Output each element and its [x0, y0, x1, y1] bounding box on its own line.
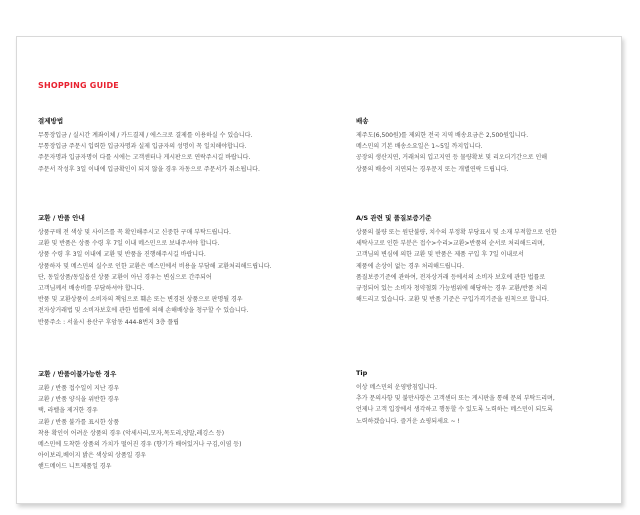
section-line: 상품의 불량 또는 원단불량, 치수의 부정확 부당표시 및 소재 부적합으로 인한	[356, 229, 557, 236]
section-as-quality	[356, 213, 636, 305]
section-line: 단, 동일상품/동일옵션 상품 교환이 아닌 경우는 변심으로 간주되어	[38, 273, 212, 281]
section-line: 제주도(6,500원)를 제외한 전국 지역 배송요금은 2,500원입니다.	[356, 132, 529, 139]
section-line: 언제나 고객 입장에서 생각하고 행동할 수 있도록 노력하는 메스민이 되도록	[356, 406, 553, 414]
page-title: SHOPPING GUIDE	[38, 81, 119, 90]
section-line: 교환 / 반품 불가를 표시한 상품	[38, 418, 120, 426]
section-line: 교환 / 반품 접수일이 지난 경우	[38, 385, 120, 392]
section-line: 공장의 생산지연, 거래처의 입고지연 등 물량확보 및 리오더기간으로 인해	[356, 154, 548, 162]
section-line: 이상 메스민의 운영방침입니다.	[356, 384, 438, 391]
section-line: 상품구매 전 색상 및 사이즈를 꼭 확인해주시고 신중한 구매 부탁드립니다.	[38, 229, 231, 236]
section-line: 추가 문의사항 및 불만사항은 고객센터 또는 게시판을 통해 문의 부탁드리며,	[356, 395, 555, 403]
section-line: 메스민에 도착한 상품의 가치가 떨어진 경우 (향기가 배어있거나 구김,이염 등)	[38, 441, 242, 449]
section-title: A/S 관련 및 품질보증기준	[356, 214, 432, 222]
section-line: 고객님의 변심에 의한 교환 및 반품은 제품 구입 후 7일 이내로서	[356, 251, 524, 259]
section-line: 전자상거래법 및 소비자보호에 관한 법률에 의해 손해배상을 청구할 수 있습니다.	[38, 307, 249, 315]
section-line: 택, 라벨을 제거한 경우	[38, 407, 98, 415]
section-line: 착용 확인이 어려운 상품의 경우 (악세사리,모자,목도리,양말,레깅스 등)	[38, 429, 225, 437]
section-line: 품질보증기준에 관하여, 전자상거래 등에서의 소비자 보호에 관한 법률로	[356, 273, 546, 281]
section-title: Tip	[356, 369, 368, 377]
section-line: 반품 및 교환상품이 소비자의 책임으로 훼손 또는 변경된 상품으로 판명될 경우	[38, 296, 243, 304]
section-line: 규정되어 있는 소비자 청약철회 가능범위에 해당하는 경우 교환/반품 처리	[356, 285, 548, 293]
section-line: 무통장입금 주문시 입력한 입금자명과 실제 입금자의 성명이 꼭 일치해야합니다.	[38, 143, 247, 151]
section-title: 교환 / 반품이불가능한 경우	[38, 370, 117, 378]
section-non-returnable	[38, 369, 318, 473]
section-line: 교환 및 반품은 상품 수령 후 7일 이내 메스민으로 보내주셔야 합니다.	[38, 240, 220, 248]
section-title: 결제방법	[38, 117, 64, 125]
section-payment	[38, 116, 318, 175]
section-line: 무통장입금 / 실시간 계좌이체 / 카드결제 / 에스크로 결제를 이용하실 수 있습니다.	[38, 132, 253, 139]
section-title: 교환 / 반품 안내	[38, 214, 85, 222]
section-line: 노력하겠습니다. 즐거운 쇼핑되세요 ~ !	[356, 417, 460, 425]
section-line: 상품하자 및 메스민의 실수로 인한 교환은 메스민에서 비용을 부담해 교환처리해드립니다.	[38, 262, 272, 270]
section-exchange-return	[38, 213, 318, 328]
section-line: 메스민의 기본 배송소요일은 1~5일 까지입니다.	[356, 143, 483, 151]
section-line: 상품의 배송이 지연되는 경우문지 또는 개별연락 드립니다.	[356, 165, 509, 173]
section-line: 상품 수령 후 3일 이내에 교환 및 반품을 진행해주시길 바랍니다.	[38, 251, 206, 259]
section-title: 배송	[356, 117, 369, 125]
section-line: 고객님께서 배송비를 부담하셔야 합니다.	[38, 285, 145, 293]
section-line: 세탁사고로 인한 부분은 접수>수리>교환>반품의 순서로 처리해드리며,	[356, 240, 545, 248]
section-tip	[356, 369, 636, 427]
section-line: 제품에 손상이 없는 경우 처리해드립니다.	[356, 262, 465, 270]
section-line: 아이보리,베이지 밝은 색상의 상품일 경우	[38, 452, 147, 460]
section-line: 교환 / 반품 양식을 위반한 경우	[38, 396, 120, 404]
section-line: 해드리고 있습니다. 교환 및 반품 기준은 구입가격기준을 원칙으로 합니다.	[356, 296, 549, 304]
section-line: 반품주소 : 서울시 용산구 후암동 444-8번지 3층 플립	[38, 318, 179, 326]
section-shipping	[356, 116, 636, 175]
section-line: 핸드메이드 니트제품일 경우	[38, 463, 112, 471]
section-line: 주문자명과 입금자명이 다를 시에는 고객센터나 게시판으로 연락주시길 바랍니다.	[38, 154, 251, 162]
section-line: 주문서 작성후 3일 이내에 입금확인이 되지 않을 경우 자동으로 주문서가 취소됩니다.	[38, 165, 260, 173]
